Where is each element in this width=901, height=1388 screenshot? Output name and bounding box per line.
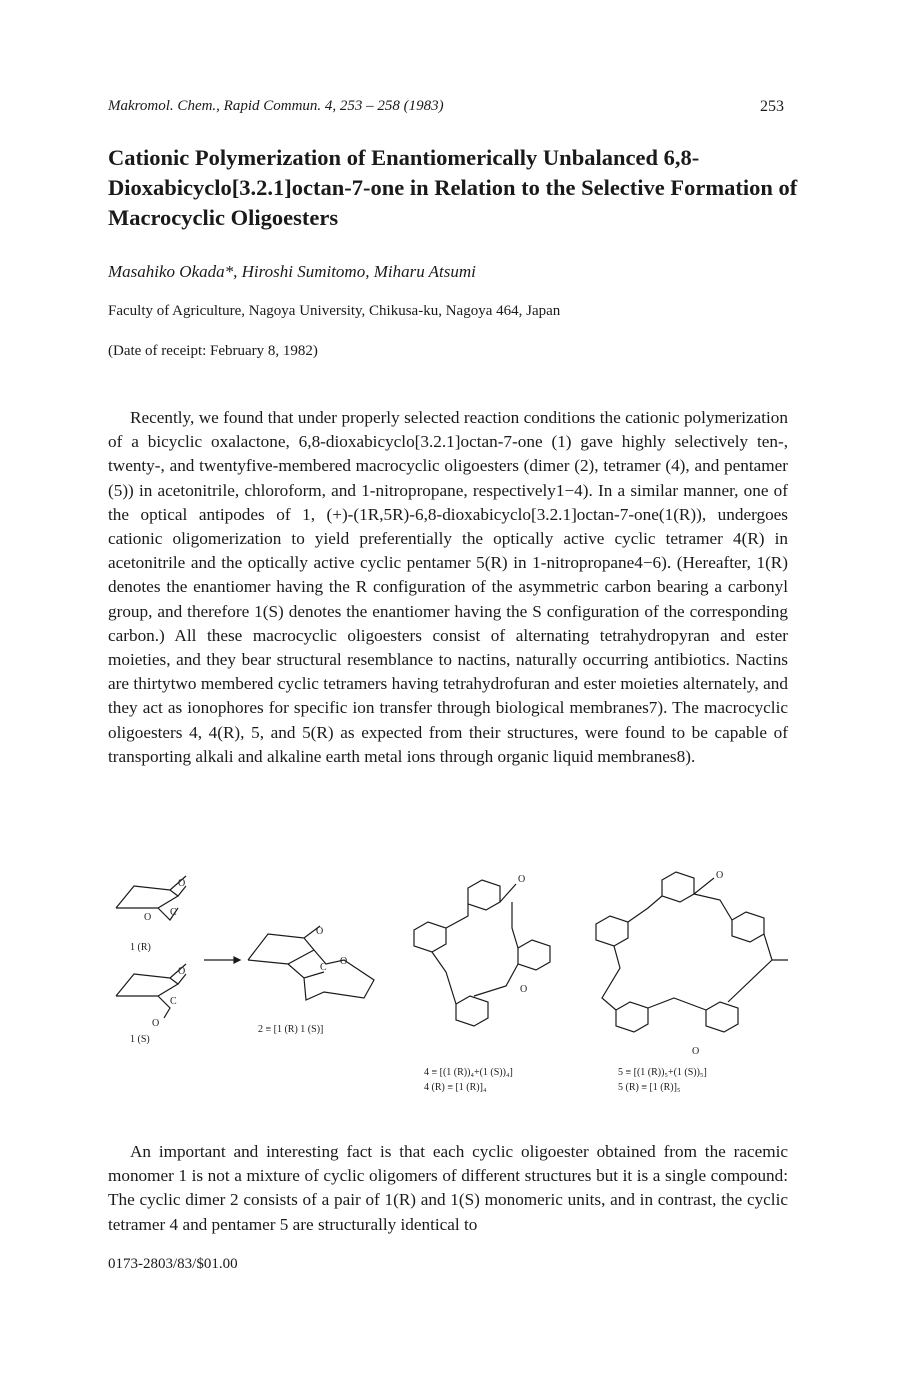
tetramer-4-label-racemic: 4 ≡ [(1 (R))₄+(1 (S))₄] xyxy=(424,1067,513,1078)
atom-label: O xyxy=(178,878,186,889)
journal-citation: Makromol. Chem., Rapid Commun. 4, 253 – 258 (1983) xyxy=(108,98,444,114)
monomer-1R-label: 1 (R) xyxy=(130,942,151,953)
atom-label: C xyxy=(170,907,177,918)
atom-label: O xyxy=(316,926,324,937)
monomer-1S-structure xyxy=(116,964,186,1045)
footer-code: 0173-2803/83/$01.00 xyxy=(108,1256,238,1272)
dimer-2-structure xyxy=(248,926,374,1035)
article-title: Cationic Polymerization of Enantiomerically Unbalanced 6,8-Dioxabicyclo[3.2.1]octan-7-one in Relation to the Selective Formation of Macrocyclic Oligoesters xyxy=(108,145,798,230)
pentamer-5-label-optical: 5 (R) ≡ [1 (R)]₅ xyxy=(618,1082,681,1093)
atom-label: O xyxy=(178,966,186,977)
tetramer-4-structure xyxy=(414,874,550,1093)
monomer-1S-label: 1 (S) xyxy=(130,1034,150,1045)
monomer-1R-structure xyxy=(116,876,186,953)
atom-label: O xyxy=(520,984,528,995)
receipt-date: (Date of receipt: February 8, 1982) xyxy=(108,343,318,359)
atom-label: O xyxy=(692,1046,700,1057)
atom-label: C xyxy=(320,962,327,973)
atom-label: O xyxy=(152,1018,160,1029)
atom-label: C xyxy=(170,996,177,1007)
atom-label: O xyxy=(340,956,348,967)
dimer-2-label: 2 ≡ [1 (R) 1 (S)] xyxy=(258,1024,324,1035)
atom-label: O xyxy=(518,874,526,885)
affiliation: Faculty of Agriculture, Nagoya University, Chikusa-ku, Nagoya 464, Japan xyxy=(108,303,561,319)
body-paragraph-1: Recently, we found that under properly selected reaction conditions the cationic polymerization of a bicyclic oxalactone, 6,8-dioxabicyclo[3.2.1]octan-7-one (1) gave highly selectively ten-, twenty-, and twentyfive-membered macrocyclic oligoesters (dimer (2), tetramer (4), and pentamer (5)) in acetonitrile, chloroform, and 1-nitropropane, respectively1−4). In a similar manner, one of the optical antipodes of 1, (+)-(1R,5R)-6,8-dioxabicyclo[3.2.1]octan-7-one(1(R)), undergoes cationic oligomerization to yield preferentially the optically active cyclic tetramer 4(R) in acetonitrile and the optically active cyclic pentamer 5(R) in 1-nitropropane4−6). (Hereafter, 1(R) denotes the enantiomer having the R configuration of the asymmetric carbon bearing a carbonyl group, and therefore 1(S) denotes the enantiomer having the S configuration of the corresponding carbon.) All these macrocyclic oligoesters consist of alternating tetrahydropyran and ester moieties, and they bear structural resemblance to nactins, naturally occurring antibiotics. Nactins are thirtytwo membered cyclic tetramers having tetrahydrofuran and ester moieties alternately, and they act as ionophores for specific ion transfer through biological membranes7). The macrocyclic oligoesters 4, 4(R), 5, and 5(R) as expected from their structures, were found to be capable of transporting alkali and alkaline earth metal ions through organic liquid membranes8). xyxy=(108,408,788,766)
page-number: 253 xyxy=(760,98,784,115)
pentamer-5-structure xyxy=(596,870,788,1093)
pentamer-5-label-racemic: 5 ≡ [(1 (R))₅+(1 (S))₅] xyxy=(618,1067,707,1078)
body-paragraph-2: An important and interesting fact is that each cyclic oligoester obtained from the racemic monomer 1 is not a mixture of cyclic oligomers of different structures but it is a single compound: The cyclic dimer 2 consists of a pair of 1(R) and 1(S) monomeric units, and in contrast, the cyclic tetramer 4 and pentamer 5 are structurally identical to xyxy=(108,1142,788,1234)
atom-label: O xyxy=(144,912,152,923)
reaction-scheme xyxy=(108,868,788,1103)
tetramer-4-label-optical: 4 (R) ≡ [1 (R)]₄ xyxy=(424,1082,487,1093)
reaction-arrow xyxy=(204,957,240,963)
atom-label: O xyxy=(716,870,724,881)
author-list: Masahiko Okada*, Hiroshi Sumitomo, Miharu Atsumi xyxy=(108,262,476,281)
reaction-scheme-drawing xyxy=(108,868,788,1103)
